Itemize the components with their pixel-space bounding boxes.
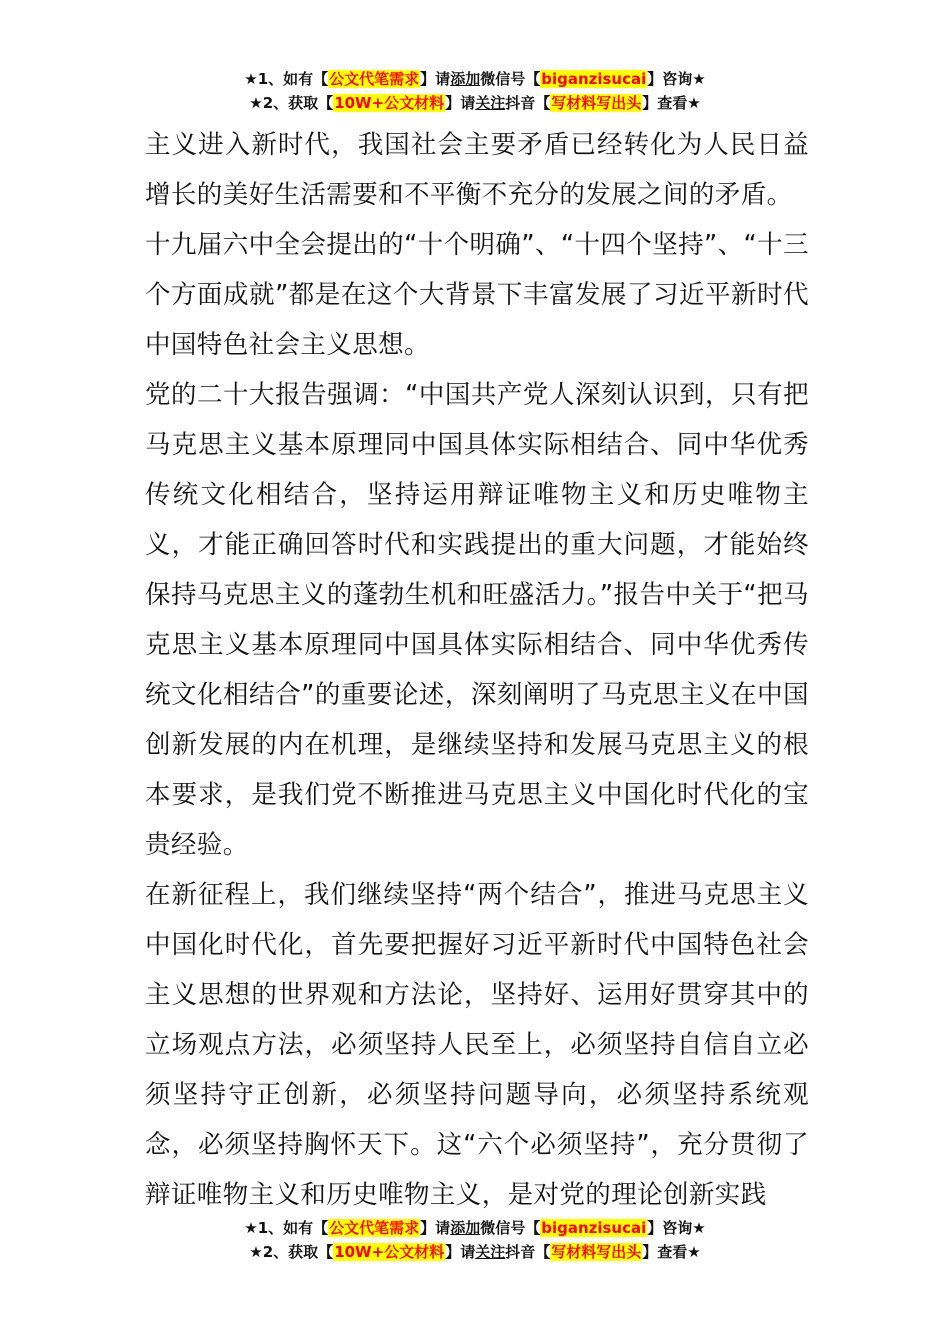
highlight-materials: 10W+公文材料	[334, 1243, 445, 1261]
paragraph: 在新征程上，我们继续坚持“两个结合”，推进马克思主义中国化时代化，首先要把握好习近平新时代中国特色社会主义思想的世界观和方法论，坚持好、运用好贯穿其中的立场观点方法，必须坚持人民至上，必须坚持自信自立必须坚持守正创新，必须坚持问题导向，必须坚持系统观念，必须坚持胸怀天下。这“六个必须坚持”，充分贯彻了辩证唯物主义和历史唯物主义，是对党的理论创新实践	[145, 880, 809, 1210]
highlight-wechat-id: biganzisucai	[541, 70, 647, 88]
paragraph: 党的二十大报告强调：“中国共产党人深刻认识到，只有把马克思主义基本原理同中国具体实际相结合、同中华优秀传统文化相结合，坚持运用辩证唯物主义和历史唯物主义，才能正确回答时代和实践提出的重大问题，才能始终保持马克思主义的蓬勃生机和旺盛活力。”报告中关于“把马克思主义基本原理同中国具体实际相结合、同中华优秀传统文化相结合”的重要论述，深刻阐明了马克思主义在中国创新发展的内在机理，是继续坚持和发展马克思主义的根本要求，是我们党不断推进马克思主义中国化时代化的宝贵经验。	[145, 380, 809, 860]
highlight-service: 公文代笔需求	[329, 1219, 420, 1237]
header-banner	[0, 67, 950, 115]
banner-line-2: ★2、获取【10W+公文材料】请关注抖音【写材料写出头】查看★	[249, 94, 701, 112]
highlight-service: 公文代笔需求	[329, 70, 420, 88]
highlight-douyin-account: 写材料写出头	[551, 1243, 642, 1261]
paragraph: 十九届六中全会提出的“十个明确”、“十四个坚持”、“十三个方面成就”都是在这个大背景下丰富发展了习近平新时代中国特色社会主义思想。	[145, 230, 809, 360]
footer-banner	[0, 1216, 950, 1264]
highlight-materials: 10W+公文材料	[334, 94, 445, 112]
banner-line-2: ★2、获取【10W+公文材料】请关注抖音【写材料写出头】查看★	[249, 1243, 701, 1261]
banner-line-1: ★1、如有【公文代笔需求】请添加微信号【biganzisucai】咨询★	[244, 70, 706, 88]
highlight-wechat-id: biganzisucai	[541, 1219, 647, 1237]
highlight-douyin-account: 写材料写出头	[551, 94, 642, 112]
banner-line-1: ★1、如有【公文代笔需求】请添加微信号【biganzisucai】咨询★	[244, 1219, 706, 1237]
paragraph: 主义进入新时代，我国社会主要矛盾已经转化为人民日益增长的美好生活需要和不平衡不充分的发展之间的矛盾。	[145, 130, 809, 210]
document-body	[145, 120, 809, 1220]
